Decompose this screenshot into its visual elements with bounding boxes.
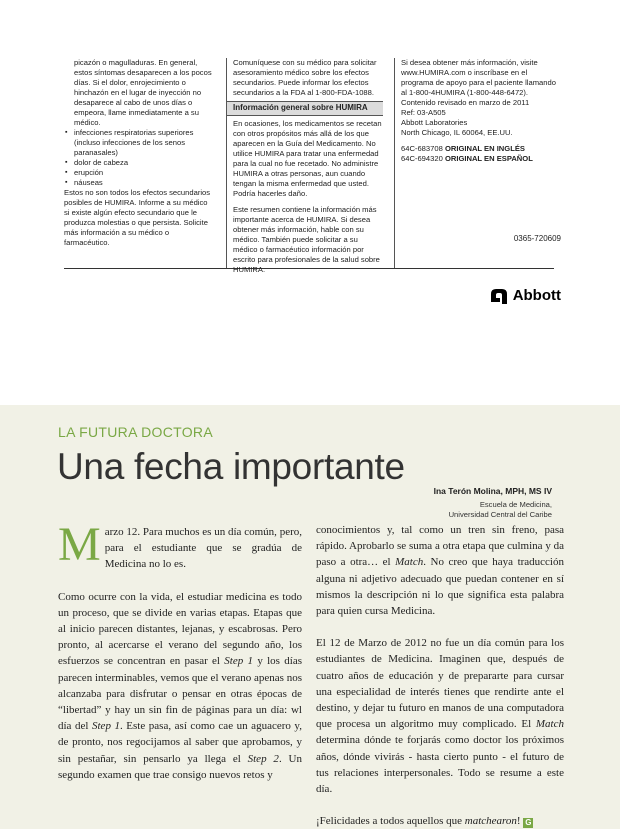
insert-column-1 — [64, 58, 212, 248]
insert-paragraph: Este resumen contiene la información más importante acerca de HUMIRA. Si desea obtener más información, hable con su médico. También puede solicitar a su médico o farmacéutico información por escrito para profesionales de la salud sobre HUMIRA. — [233, 204, 380, 274]
list-item: ▪ erupción — [74, 168, 212, 178]
article-paragraph — [58, 518, 302, 573]
paragraph-text: arzo 12. Para muchos es un día común, pero, para el estudiante que se gradúa de Medicina no lo es. — [104, 526, 302, 571]
paragraph-text: No creo que haya traducción alguna ni adjetivo adecuado que puedan contener en sí mismos la descripción ni lo que significa esta palabra para quien cursa Medicina. — [316, 556, 564, 618]
affiliation-line: Escuela de Medicina, — [479, 500, 552, 509]
reference: Ref: 03-A505 — [401, 108, 446, 118]
affiliation-line: Universidad Central del Caribe — [448, 509, 552, 519]
insert-column-2 — [226, 58, 383, 274]
insert-paragraph: Comuníquese con su médico para solicitar asesoramiento médico sobre los efectos secundarios. Puede informar los efectos secundarios a la FDA al 1-800-FDA-1088. — [233, 58, 377, 98]
article-paragraph — [316, 813, 564, 829]
paragraph-text: El 12 de Marzo de 2012 no fue un día común para los estudiantes de Medicina. Imaginen que, después de cuatro años de educación y de prepararte para cursar una especialidad de interés tienes que rendirte ante el destino, y dejar tu futuro en manos de una computadora que procesa un algoritmo muy complicado. El — [316, 637, 564, 731]
article-column-left — [58, 518, 302, 783]
insert-paragraph: picazón o magulladuras. En general, estos síntomas desaparecen a los pocos días. Si el dolor, enrojecimiento o hinchazón en el lugar de inyección no desaparece al cabo de unos días o empeora, llame inmediatamente a su médico. — [74, 58, 212, 128]
paragraph-text: ! — [516, 815, 521, 828]
humira-insert — [64, 58, 561, 304]
side-effects-list — [64, 128, 212, 188]
insert-paragraph: Si desea obtener más información, visite www.HUMIRA.com o inscríbase en el programa de apoyo para el paciente llamando al 1-800-4HUMIRA (1-800-448-6472). — [401, 58, 556, 98]
list-item: ▪ náuseas — [74, 178, 212, 188]
company-address: North Chicago, IL 60064, EE.UU. — [401, 128, 513, 138]
code-spanish — [401, 154, 561, 164]
drop-cap: M — [58, 518, 101, 571]
list-item: ▪ dolor de cabeza — [74, 158, 212, 168]
code-english — [401, 144, 561, 154]
author-name: Ina Terón Molina, MPH, MS IV — [433, 486, 552, 496]
paragraph-text: determina dónde te forjarás como doctor los próximos años, dónde vivirás - hasta cierto punto - el futuro de tus relaciones interpersonales. Todo se resume a este día. — [316, 734, 564, 796]
paragraph-text: conocimientos y, tal como un tren sin freno, pasa rápido. Aprobarlo se suma a otra etapa que culmina y da paso a otra… el — [316, 524, 564, 569]
ad-insert-area — [0, 0, 620, 405]
insert-paragraph: En ocasiones, los medicamentos se recetan con otros propósitos más allá de los que aparecen en la Guía del Medicamento. No utilice HUMIRA para tratar una enfermedad para la cual no fue recetado. No administre HUMIRA a otras personas, aun cuando tengan la misma enfermedad que usted. Podría hacerles daño. — [233, 118, 382, 198]
document-code: 0365-720609 — [513, 234, 561, 243]
code-label: ORIGINAL EN ESPAÑOL — [444, 154, 533, 164]
code-label: ORIGINAL EN INGLÉS — [444, 144, 525, 154]
code-value: 64C-694320 — [401, 154, 443, 164]
insert-column-3 — [394, 58, 561, 304]
revised-date: Contenido revisado en marzo de 2011 — [401, 98, 530, 108]
paragraph-text: . Este pasa, así como cae un aguacero y, de pronto, nos regocijamos al saber que aprobamos, y sin pestañar, sin pensarlo ya llega el — [58, 720, 302, 765]
article-column-right — [316, 522, 564, 829]
paragraph-text: ¡Felicidades a todos aquellos que — [316, 815, 465, 828]
emphasis: Match — [395, 556, 424, 569]
insert-heading: Información general sobre HUMIRA — [227, 101, 383, 116]
article-paragraph — [58, 589, 302, 783]
paragraph-text: Como ocurre con la vida, el estudiar medicina es todo un proceso, que se divide en varias etapas. Etapas que al inicio parecen distantes, lejanas, y escabrosas. Pero pronto, al acercarse el verano del segundo año, los esfuerzos se concentran en pasar el — [58, 590, 302, 668]
article-paragraph — [316, 635, 564, 797]
code-value: 64C-683708 — [401, 144, 443, 154]
abbott-wordmark: Abbott — [512, 287, 561, 304]
article-paragraph-continued — [316, 522, 564, 619]
company-name: Abbott Laboratories — [401, 118, 468, 128]
paragraph-text: . — [423, 556, 426, 569]
emphasis: Match — [535, 718, 564, 731]
abbott-a-icon — [489, 288, 509, 304]
emphasis: Step 1 — [92, 720, 120, 733]
insert-paragraph: Estos no son todos los efectos secundarios posibles de HUMIRA. Informe a su médico si existe algún efecto secundario que le produzca molestias o que persista. Solicite más información a su médico o farmacéutico. — [64, 188, 211, 248]
emphasis: Step 2 — [247, 752, 279, 765]
paragraph-text: y los días parecen interminables, vemos que el verano apenas nos alcanzaba para disfrutar o pensar en otras épocas de “libertad” y hay un sin fin de páginas para un día: wl día del — [58, 655, 302, 733]
paragraph-text: . Un segundo examen que trae consigo nuevos retos y — [58, 752, 302, 781]
emphasis: matchearon — [464, 815, 517, 828]
end-mark-icon: G — [525, 818, 532, 828]
list-item: ▪ infecciones respiratorias superiores (incluso infecciones de los senos paranasales) — [74, 128, 212, 158]
section-label: LA FUTURA DOCTORA — [58, 424, 213, 440]
emphasis: Step 1 — [224, 655, 254, 668]
author-affiliation — [449, 500, 552, 520]
abbott-logo — [489, 286, 561, 306]
article-title: Una fecha importante — [57, 446, 405, 487]
